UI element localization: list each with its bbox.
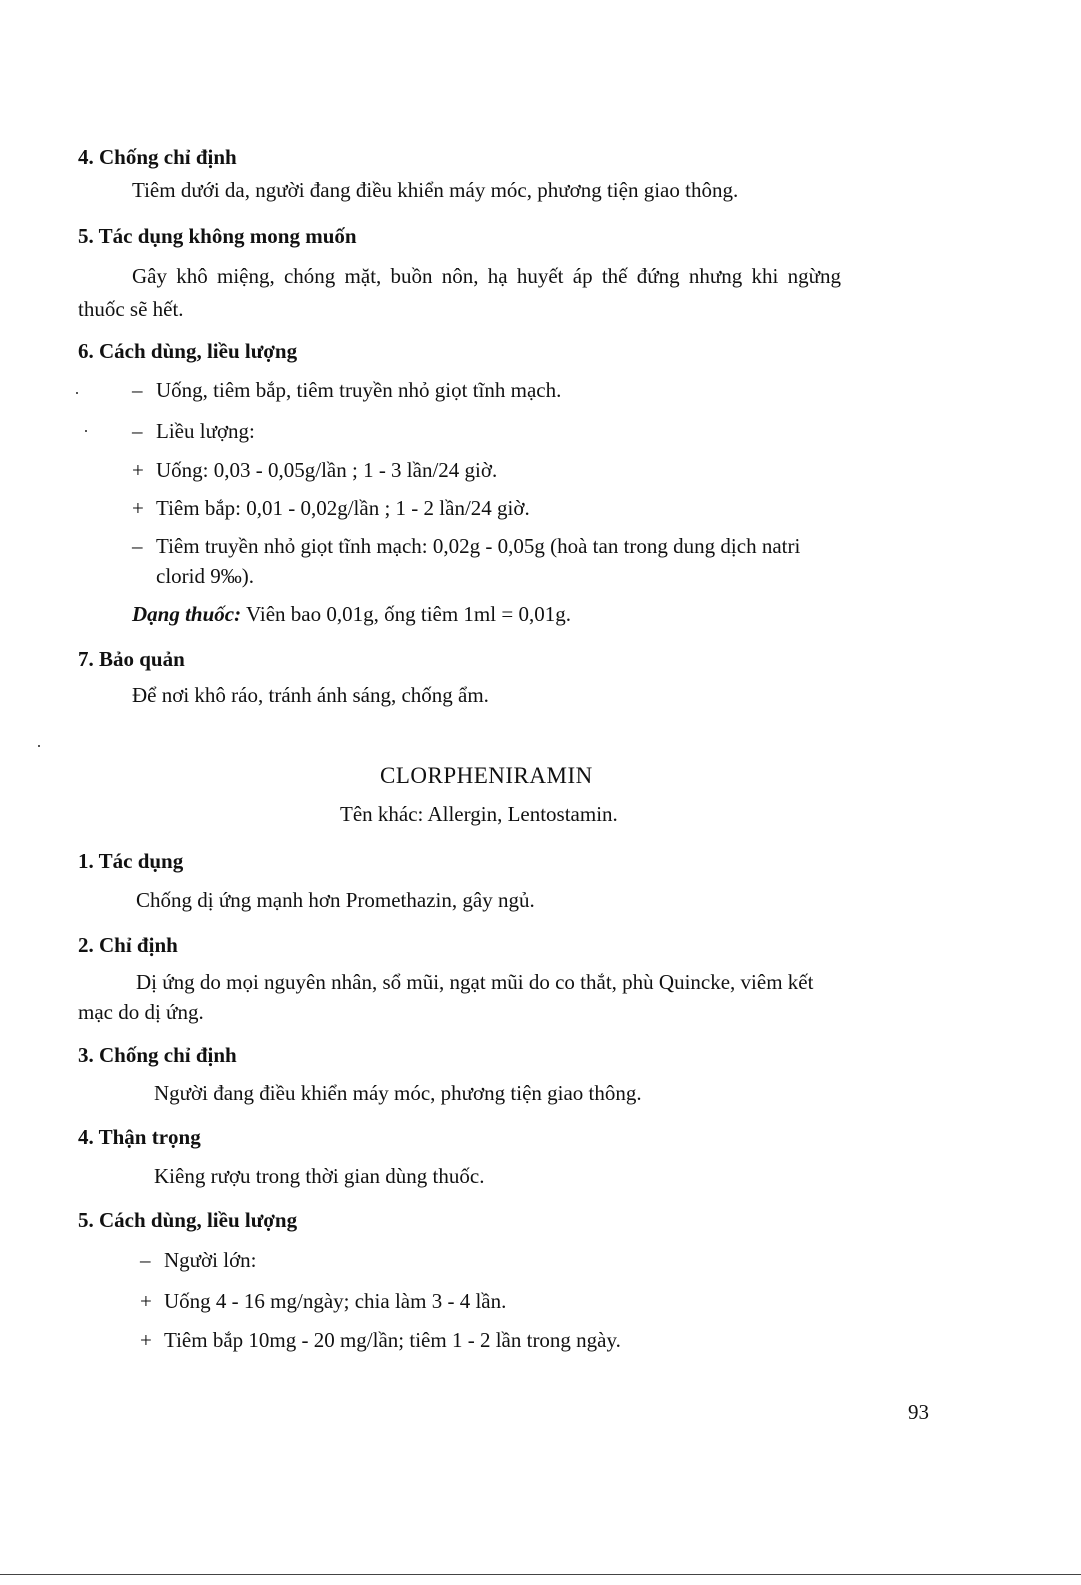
list-item: [132, 417, 255, 445]
paragraph-action: Chống dị ứng mạnh hơn Promethazin, gây ngủ.: [136, 888, 535, 912]
list-item-text: Uống 4 - 16 mg/ngày; chia làm 3 - 4 lần.: [164, 1289, 507, 1313]
page-number: 93: [908, 1400, 929, 1424]
heading-contraindications: 4. Chống chỉ định: [78, 145, 237, 169]
dosage-form-label: Dạng thuốc:: [132, 602, 242, 626]
paragraph-contraindications-2: Người đang điều khiển máy móc, phương tiện giao thông.: [154, 1081, 642, 1105]
scan-edge-line: [0, 1574, 1081, 1575]
list-marker: –: [132, 419, 143, 443]
scan-speck: [85, 430, 87, 432]
paragraph-indications-line1: Dị ứng do mọi nguyên nhân, sổ mũi, ngạt mũi do co thắt, phù Quincke, viêm kết: [136, 970, 814, 994]
list-item-text: Tiêm truyền nhỏ giọt tĩnh mạch: 0,02g - 0,05g (hoà tan trong dung dịch natri: [156, 534, 801, 558]
list-item-text: Uống: 0,03 - 0,05g/lần ; 1 - 3 lần/24 giờ.: [156, 458, 498, 482]
list-item: [132, 532, 800, 560]
list-item-text: Tiêm bắp: 0,01 - 0,02g/lần ; 1 - 2 lần/24 giờ.: [156, 496, 530, 520]
list-item-text: Liều lượng:: [156, 419, 255, 443]
heading-dosage: 6. Cách dùng, liều lượng: [78, 339, 298, 363]
paragraph-storage: Để nơi khô ráo, tránh ánh sáng, chống ẩm.: [132, 683, 489, 707]
scan-speck: [38, 745, 40, 747]
list-item: [132, 494, 530, 522]
list-item-text: Tiêm bắp 10mg - 20 mg/lần; tiêm 1 - 2 lần trong ngày.: [164, 1328, 621, 1352]
list-item: [132, 376, 561, 404]
list-marker: –: [132, 534, 143, 558]
list-marker: –: [132, 378, 143, 402]
paragraph-side-effects-line1: Gây khô miệng, chóng mặt, buồn nôn, hạ huyết áp thế đứng nhưng khi ngừng: [132, 264, 841, 288]
heading-side-effects: 5. Tác dụng không mong muốn: [78, 224, 357, 248]
list-item-continuation: clorid 9‰).: [156, 564, 254, 588]
dosage-form-text: Viên bao 0,01g, ống tiêm 1ml = 0,01g.: [241, 602, 571, 626]
list-item: [140, 1287, 506, 1315]
heading-dosage-2: 5. Cách dùng, liều lượng: [78, 1208, 298, 1232]
list-item: [132, 456, 497, 484]
list-marker: +: [140, 1289, 152, 1313]
heading-action: 1. Tác dụng: [78, 849, 184, 873]
heading-indications: 2. Chỉ định: [78, 933, 178, 957]
list-marker: +: [140, 1328, 152, 1352]
list-item-text: Uống, tiêm bắp, tiêm truyền nhỏ giọt tĩnh mạch.: [156, 378, 562, 402]
heading-precautions: 4. Thận trọng: [78, 1125, 201, 1149]
list-item-text: Người lớn:: [164, 1248, 257, 1272]
paragraph-side-effects-line2: thuốc sẽ hết.: [78, 297, 184, 321]
paragraph-precautions: Kiêng rượu trong thời gian dùng thuốc.: [154, 1164, 485, 1188]
drug-alt-names: Tên khác: Allergin, Lentostamin.: [340, 802, 618, 826]
list-item: [140, 1246, 257, 1274]
heading-storage: 7. Bảo quản: [78, 647, 185, 671]
list-marker: +: [132, 458, 144, 482]
paragraph-contraindications: Tiêm dưới da, người đang điều khiển máy móc, phương tiện giao thông.: [132, 178, 739, 202]
scan-speck: [76, 392, 78, 394]
paragraph-indications-line2: mạc do dị ứng.: [78, 1000, 204, 1024]
drug-title: CLORPHENIRAMIN: [380, 763, 593, 788]
dosage-form: [132, 600, 571, 628]
heading-contraindications-2: 3. Chống chỉ định: [78, 1043, 237, 1067]
list-marker: +: [132, 496, 144, 520]
list-marker: –: [140, 1248, 151, 1272]
list-item: [140, 1326, 621, 1354]
